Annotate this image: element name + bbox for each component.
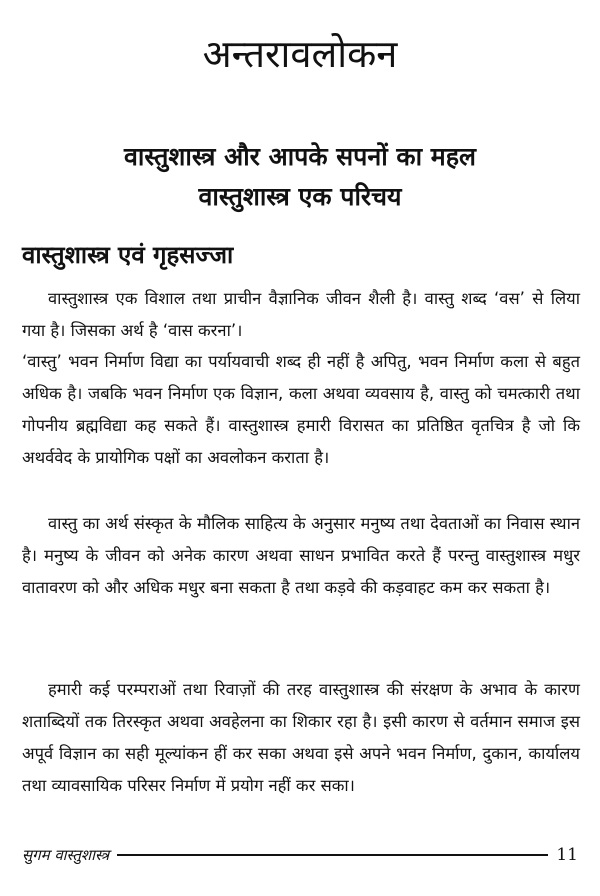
paragraph-4: हमारी कई परम्पराओं तथा रिवाज़ों की तरह वास्तुशास्त्र की संरक्षण के अभाव के कारण शताब्दियों तक तिरस्कृत अथवा अवहेलना का शिकार रहा है। इसी कारण से वर्तमान समाज इस अपूर्व विज्ञान का सही मूल्यांकन हीं कर सका अथवा इसे अपने भवन निर्माण, दुकान, कार्यालय तथा व्यावसायिक परिसर निर्माण में प्रयोग नहीं कर सका। [22,680,580,795]
footer-book-title: सुगम वास्तुशास्त्र [22,846,110,864]
paragraph-3: वास्तु का अर्थ संस्कृत के मौलिक साहित्य के अनुसार मनुष्य तथा देवताओं का निवास स्थान है। मनुष्य के जीवन को अनेक कारण अथवा साधन प्रभावित करते हैं परन्तु वास्तुशास्त्र मधुर वातावरण को और अधिक मधुर बना सकता है तथा कड़वे की कड़वाहट कम कर सकता है। [22,514,580,597]
section-heading: वास्तुशास्त्र एवं गृहसज्जा [22,241,234,269]
chapter-subtitle-line-1: वास्तुशास्त्र और आपके सपनों का महल [124,142,476,171]
paragraph-1: वास्तुशास्त्र एक विशाल तथा प्राचीन वैज्ञानिक जीवन शैली है। वास्तु शब्द ‘वस’ से लिया गया है। जिसका अर्थ है ‘वास करना’। [22,289,580,340]
paragraph-2: ‘वास्तु’ भवन निर्माण विद्या का पर्यायवाची शब्द ही नहीं है अपितु, भवन निर्माण कला से बहुत अधिक है। जबकि भवन निर्माण एक विज्ञान, कला अथवा व्यवसाय है, वास्तु को चमत्कारी तथा गोपनीय ब्रह्मविद्या कह सकते हैं। वास्तुशास्त्र हमारी विरासत का प्रतिष्ठित वृतचित्र है जो कि अथर्ववेद के प्रायोगिक पक्षों का अवलोकन कराता है। [22,352,580,467]
page-title: अन्तरावलोकन [202,32,398,76]
page-number: 11 [556,845,578,865]
page-footer [22,842,578,868]
chapter-subtitle-line-2: वास्तुशास्त्र एक परिचय [198,182,402,211]
footer-rule [117,854,548,856]
